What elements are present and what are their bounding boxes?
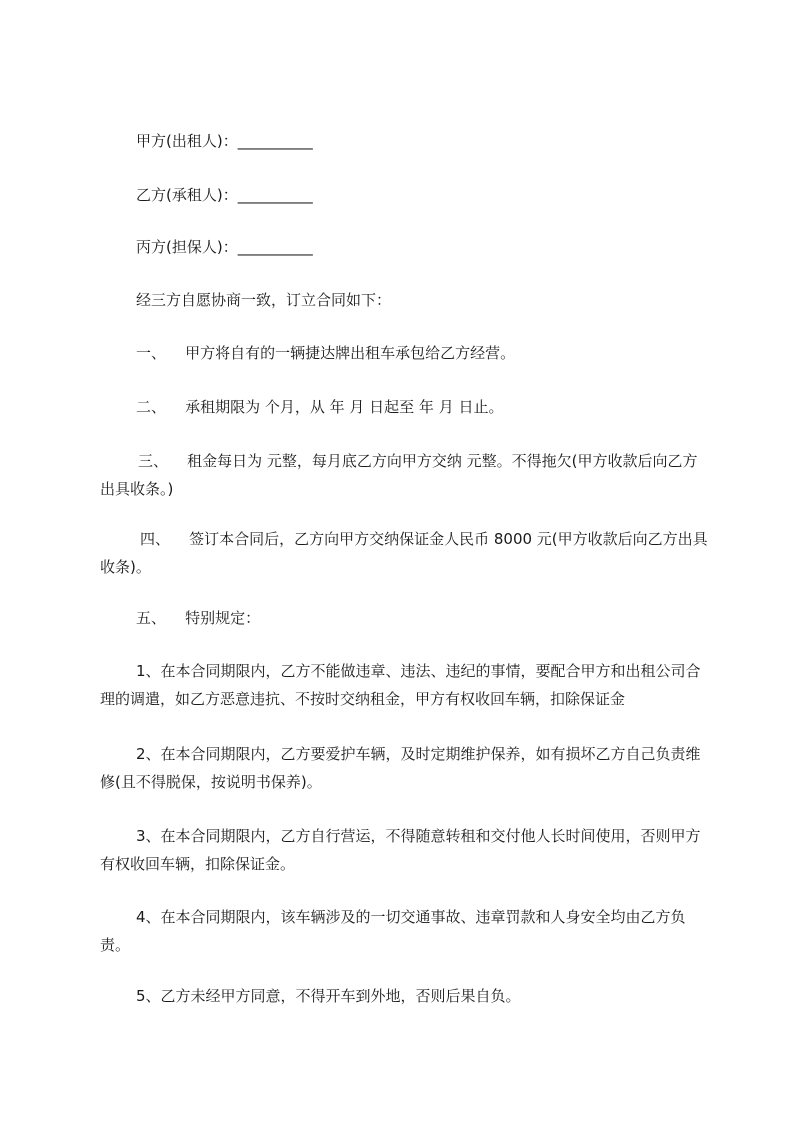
special-rule-2: 2、在本合同期限内，乙方要爱护车辆，及时定期维护保养，如有损坏乙方自己负责维修(且不得脱保，按说明书保养)。 — [100, 745, 701, 791]
clause-3 — [100, 447, 710, 503]
special-rule-4: 4、在本合同期限内，该车辆涉及的一切交通事故、违章罚款和人身安全均由乙方负责。 — [100, 908, 686, 954]
clause-text: 签订本合同后，乙方向甲方交纳保证金人民币 8000 元(甲方收款后向乙方出具收条)。 — [100, 530, 708, 576]
clause-text: 甲方将自有的一辆捷达牌出租车承包给乙方经营。 — [185, 344, 516, 362]
clause-text: 特别规定： — [185, 609, 261, 627]
clause-number: 二、 — [136, 398, 167, 416]
special-rule-1: 1、在本合同期限内，乙方不能做违章、违法、违纪的事情，要配合甲方和出租公司合理的调遣，如乙方恶意违抗、不按时交纳租金，甲方有权收回车辆，扣除保证金 — [100, 662, 701, 708]
party-c-blank: __________ — [237, 238, 313, 256]
clause-5 — [136, 608, 260, 628]
party-b-blank: __________ — [237, 186, 313, 204]
clause-number: 四、 — [140, 530, 171, 548]
clause-1 — [136, 343, 515, 363]
clause-text: 租金每日为 元整，每月底乙方向甲方交纳 元整。不得拖欠(甲方收款后向乙方出具收条。) — [100, 452, 698, 498]
special-rule-5: 5、乙方未经甲方同意，不得开车到外地，否则后果自负。 — [136, 987, 521, 1005]
party-a-line — [136, 131, 313, 151]
clause-4 — [100, 525, 710, 581]
clause-text: 承租期限为 个月，从 年 月 日起至 年 月 日止。 — [185, 398, 504, 416]
party-a-label: 甲方(出租人)： — [136, 132, 238, 150]
party-b-label: 乙方(承租人)： — [136, 186, 238, 204]
party-b-line — [136, 185, 313, 205]
clause-number: 一、 — [136, 344, 167, 362]
clause-number: 五、 — [136, 609, 167, 627]
party-a-blank: __________ — [237, 132, 313, 150]
clause-number: 三、 — [138, 452, 169, 470]
party-c-label: 丙方(担保人)： — [136, 238, 238, 256]
clause-2 — [136, 397, 503, 417]
party-c-line — [136, 237, 313, 257]
intro-text: 经三方自愿协商一致，订立合同如下： — [136, 291, 392, 309]
special-rule-3: 3、在本合同期限内，乙方自行营运，不得随意转租和交付他人长时间使用，否则甲方有权收回车辆，扣除保证金。 — [100, 827, 701, 873]
